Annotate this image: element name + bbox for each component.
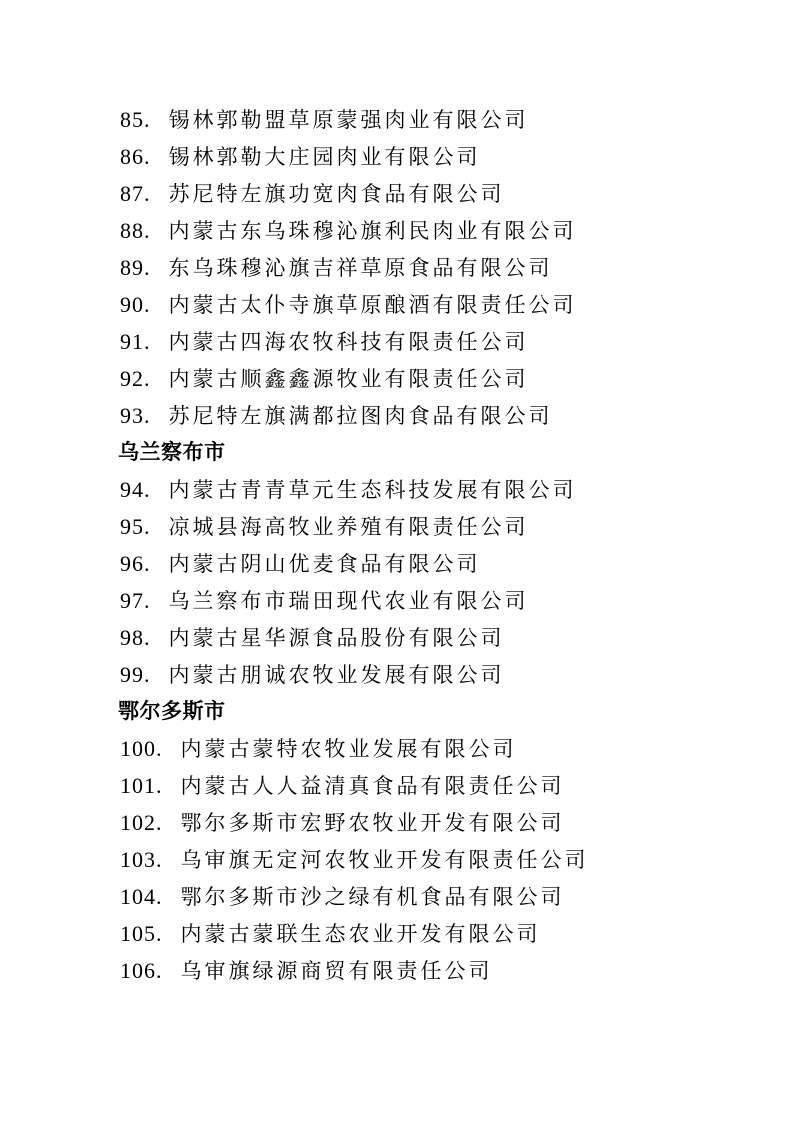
list-item bbox=[120, 249, 753, 286]
company-name: 内蒙古阴山优麦食品有限公司 bbox=[168, 552, 481, 576]
company-name: 凉城县海高牧业养殖有限责任公司 bbox=[168, 515, 529, 539]
list-item bbox=[120, 656, 753, 693]
item-number: 102. bbox=[120, 810, 163, 835]
item-number: 99. bbox=[120, 662, 151, 687]
list-item bbox=[120, 471, 753, 508]
item-number: 86. bbox=[120, 144, 151, 169]
item-number: 98. bbox=[120, 625, 151, 650]
city-section-header: 鄂尔多斯市 bbox=[118, 700, 226, 723]
item-number: 92. bbox=[120, 366, 151, 391]
company-list bbox=[120, 101, 753, 989]
company-name: 锡林郭勒大庄园肉业有限公司 bbox=[168, 145, 481, 169]
list-item bbox=[120, 212, 753, 249]
company-name: 内蒙古人人益清真食品有限责任公司 bbox=[180, 774, 565, 798]
company-name: 苏尼特左旗功宽肉食品有限公司 bbox=[168, 182, 505, 206]
company-name: 苏尼特左旗满都拉图肉食品有限公司 bbox=[168, 404, 553, 428]
item-number: 87. bbox=[120, 181, 151, 206]
company-name: 乌审旗绿源商贸有限责任公司 bbox=[180, 959, 493, 983]
list-item bbox=[120, 878, 753, 915]
list-item bbox=[120, 915, 753, 952]
list-item bbox=[120, 101, 753, 138]
list-item bbox=[120, 730, 753, 767]
company-name: 内蒙古朋诚农牧业发展有限公司 bbox=[168, 663, 505, 687]
company-name: 乌兰察布市瑞田现代农业有限公司 bbox=[168, 589, 529, 613]
item-number: 88. bbox=[120, 218, 151, 243]
list-item bbox=[120, 323, 753, 360]
company-name: 内蒙古顺鑫鑫源牧业有限责任公司 bbox=[168, 367, 529, 391]
company-name: 乌审旗无定河农牧业开发有限责任公司 bbox=[180, 848, 589, 872]
company-name: 鄂尔多斯市沙之绿有机食品有限公司 bbox=[180, 885, 565, 909]
item-number: 90. bbox=[120, 292, 151, 317]
item-number: 97. bbox=[120, 588, 151, 613]
list-item bbox=[120, 138, 753, 175]
item-number: 96. bbox=[120, 551, 151, 576]
company-name: 内蒙古星华源食品股份有限公司 bbox=[168, 626, 505, 650]
item-number: 93. bbox=[120, 403, 151, 428]
list-item bbox=[120, 619, 753, 656]
list-item bbox=[120, 397, 753, 434]
company-name: 内蒙古蒙联生态农业开发有限公司 bbox=[180, 922, 541, 946]
item-number: 91. bbox=[120, 329, 151, 354]
item-number: 89. bbox=[120, 255, 151, 280]
company-name: 锡林郭勒盟草原蒙强肉业有限公司 bbox=[168, 108, 529, 132]
item-number: 106. bbox=[120, 958, 163, 983]
list-item bbox=[120, 175, 753, 212]
item-number: 95. bbox=[120, 514, 151, 539]
item-number: 85. bbox=[120, 107, 151, 132]
list-item bbox=[120, 545, 753, 582]
item-number: 103. bbox=[120, 847, 163, 872]
list-item bbox=[120, 767, 753, 804]
item-number: 100. bbox=[120, 736, 163, 761]
company-name: 内蒙古青青草元生态科技发展有限公司 bbox=[168, 478, 577, 502]
company-name: 内蒙古太仆寺旗草原酿酒有限责任公司 bbox=[168, 293, 577, 317]
city-section-header: 乌兰察布市 bbox=[118, 441, 226, 464]
list-item bbox=[120, 508, 753, 545]
company-name: 内蒙古蒙特农牧业发展有限公司 bbox=[180, 737, 517, 761]
company-name: 内蒙古东乌珠穆沁旗利民肉业有限公司 bbox=[168, 219, 577, 243]
company-name: 鄂尔多斯市宏野农牧业开发有限公司 bbox=[180, 811, 565, 835]
list-item bbox=[120, 804, 753, 841]
item-number: 101. bbox=[120, 773, 163, 798]
list-item bbox=[120, 360, 753, 397]
company-name: 东乌珠穆沁旗吉祥草原食品有限公司 bbox=[168, 256, 553, 280]
list-item bbox=[120, 286, 753, 323]
list-item bbox=[120, 952, 753, 989]
list-item bbox=[120, 841, 753, 878]
list-item bbox=[120, 582, 753, 619]
company-name: 内蒙古四海农牧科技有限责任公司 bbox=[168, 330, 529, 354]
item-number: 104. bbox=[120, 884, 163, 909]
item-number: 94. bbox=[120, 477, 151, 502]
item-number: 105. bbox=[120, 921, 163, 946]
